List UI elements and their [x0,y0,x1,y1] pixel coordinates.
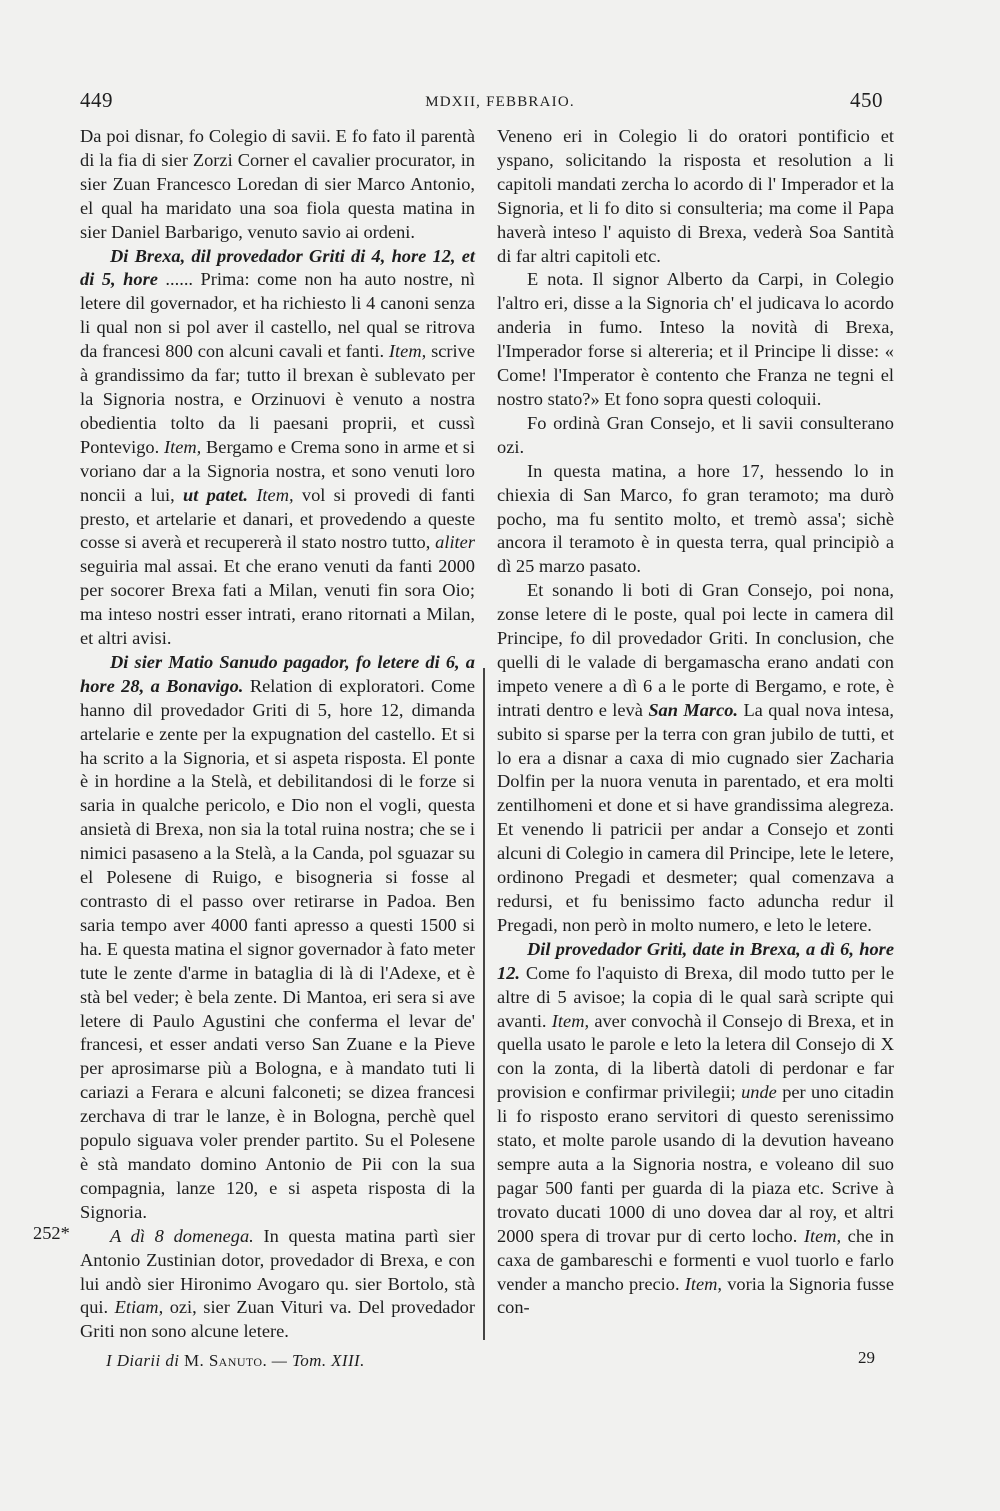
letter-heading: Dil provedador Griti, date in Brexa, a dì 6, hore 12. [497,938,894,983]
letter-heading: Di sier Matio Sanudo pagador, fo letere di 6, a hore 28, a Bonavigo. [80,651,475,696]
paragraph: Da poi disnar, fo Colegio di savii. E fo fato il parentà di la fia di sier Zorzi Corner el cavalier procurator, in sier Zuan Francesco Loredan di sier Marco Antonio, el qual ha maridato una soa fiola questa matina in sier Daniel Barbarigo, venuto savio ai ordeni. [80,126,475,242]
paragraph: Dil provedador Griti, date in Brexa, a dì 6, hore 12. Come fo l'aquisto di Brexa, dil modo tutto per le altre di 5 avisoe; la copia di le qual sarà scripte qui avanti. Item, aver convochà il Consejo di Brexa, et in quella usato le parole e leto la letera dil Consejo di X con la zonta, di la libertà datoli di perdonar e far provision e confirmar privilegii; unde per uno citadin li fo risposto erano servitori di questo serenissimo stato, et molte parole usando di la devution haveano sempre auta a la Signoria nostra, e voleano dil suo pagar 500 fanti per guarda di la piaza etc. Scrive à trovato ducati 1000 di uno dovea dar al roy, et altri 2000 spera di trovar pur di certo locho. Item, che in caxa de gambareschi e formenti e vuol tuorlo e farlo vender a mancho precio. Item, voria la Signoria fusse con- [497,938,894,1318]
page-number-left: 449 [80,88,113,112]
left-column [80,125,475,1344]
page-number-right: 450 [850,88,883,112]
paragraph: Et sonando li boti di Gran Consejo, poi nona, zonse letere di le poste, qual poi lecte in camera dil Principe, fo dil provedador Griti. In conclusion, che quelli di le valade di bergamascha erano andati con impeto venere a dì 6 a le porte di Bergamo, e rote, è intrati dentro e levà San Marco. La qual nova intesa, subito si sparse per la terra con gran jubilo de tutti, et lo era a disnar a caxa di mio cugnado sier Zacharia Dolfin per la nuora venuta in parentado, et era molti zentilhomeni et done et si have grandissima alegreza. Et venendo li patricii per andar a Consejo et zonti alcuni di Colegio in camera dil Principe, lete le letere, ordinono Pregadi et desmeter; qual comenzava a redursi, et fu benissimo facto aduncha redur il Pregadi, non però in molto numero, e leto le letere. [497,580,894,935]
date-heading: A dì 8 domenega. [110,1225,254,1246]
running-head: MDXII, FEBBRAIO. [425,94,575,110]
footer-citation: I Diarii di M. Sanuto. — Tom. XIII. [106,1351,365,1370]
paragraph: Di sier Matio Sanudo pagador, fo letere di 6, a hore 28, a Bonavigo. Relation di exploratori. Come hanno dil provedador Griti di 5, hore 12, dimanda artelarie e zente per la expugnation del castello. Et si ha scrito a la Signoria, et si aspeta risposta. El ponte è in hordine a la Stelà, et debilitandosi di le forze si saria in qualche pericolo, e Dio non el vogli, questa ansietà di Brexa, non sia la total ruina nostra; che se i nimici pasaseno a la Stelà, a la Canda, pol sguazar su el Polesene di Ruigo, e bisogneria si fosse al contrasto di el passo over retirarse in Padoa. Ben saria tempo aver 4000 fanti apresso a questi 1500 si ha. E questa matina el signor governador à fato meter tute le zente d'arme in bataglia di là di l'Adexe, et è stà bel veder; è bela zente. Di Mantoa, eri sera si ave letere di Paulo Agustini che conferma el levar de' francesi, et esser andati verso San Zuane e la Pieve per aprosimarse più a Bologna, e à mandato tuti li cariazi a Ferara e alcuni falconeti; se dizea francesi zerchava di trar le lanze, è in Bologna, perchè quel populo siguava voler prender partito. Su el Polesene è stà mandato domino Antonio de Pii con la sua compagnia, lanze 120, e si aspeta risposta di la Signoria. [80,651,475,1222]
column-rule [483,668,485,1340]
paragraph: Fo ordinà Gran Consejo, et li savii consulterano ozi. [497,412,894,457]
paragraph: Di Brexa, dil provedador Griti di 4, hore 12, et di 5, hore ...... Prima: come non ha auto nostre, nì letere dil governador, et ha richiesto li 4 canoni senza li qual non si pol aver il castello, nel qual se ritrova da francesi 800 con alcuni cavali et fanti. Item, scrive à grandissimo da far; tutto il brexan è sublevato per la Signoria nostra, e Orzinuovi è venuto a nostra obedientia tolto da li paesani proprii, et cussì Pontevigo. Item, Bergamo e Crema sono in arme et si voriano dar a la Signoria nostra, et sono venuti loro noncii a lui, ut patet. Item, vol si provedi di fanti presto, et artelarie et danari, et provedendo a queste cosse si averà et recupererà il stato nostro tutto, aliter seguiria mal assai. Et che erano venuti da fanti 2000 per socorer Brexa fati a Milan, venuti fin sora Oio; ma inteso nostri esser intrati, erano ritornati a Milan, et altri avisi. [80,245,475,649]
margin-note: 252* [33,1223,70,1243]
paragraph: Veneno eri in Colegio li do oratori pontificio et yspano, solicitando la risposta et resolution a li capitoli mandati zercha lo acordo di l' Imperador et la Signoria, et li fo dito si consulteria; ma come il Papa haverà inteso l' aquisto di Brexa, vederà Soa Santità di far altri capitoli etc. [497,126,894,266]
paragraph: A dì 8 domenega. In questa matina partì sier Antonio Zustinian dotor, provedador di Brexa, e con lui andò sier Hironimo Avogaro qu. sier Bortolo, stà qui. Etiam, ozi, sier Zuan Vituri va. Del provedador Griti non sono alcune letere. [80,1225,475,1342]
right-column [497,125,894,1320]
paragraph: E nota. Il signor Alberto da Carpi, in Colegio l'altro eri, disse a la Signoria ch' el judicava lo acordo anderia in fumo. Inteso la novità di Brexa, l'Imperador forse si altereria; et il Principe li disse: « Come! l'Imperator è contento che Franza ne tegni el nostro stato?» Et fono sopra questi coloquii. [497,269,894,409]
letter-heading: Di Brexa, dil provedador Griti di 4, hore 12, et di 5, hore [80,245,475,290]
signature-mark: 29 [858,1348,875,1367]
paragraph: In questa matina, a hore 17, hessendo lo in chiexia di San Marco, fo gran teramoto; ma durò pocho, ma fu sentito molto, et tremò assa'; sichè ancora il teramoto è in questa terra, qual principiò a dì 25 marzo pasato. [497,460,894,577]
